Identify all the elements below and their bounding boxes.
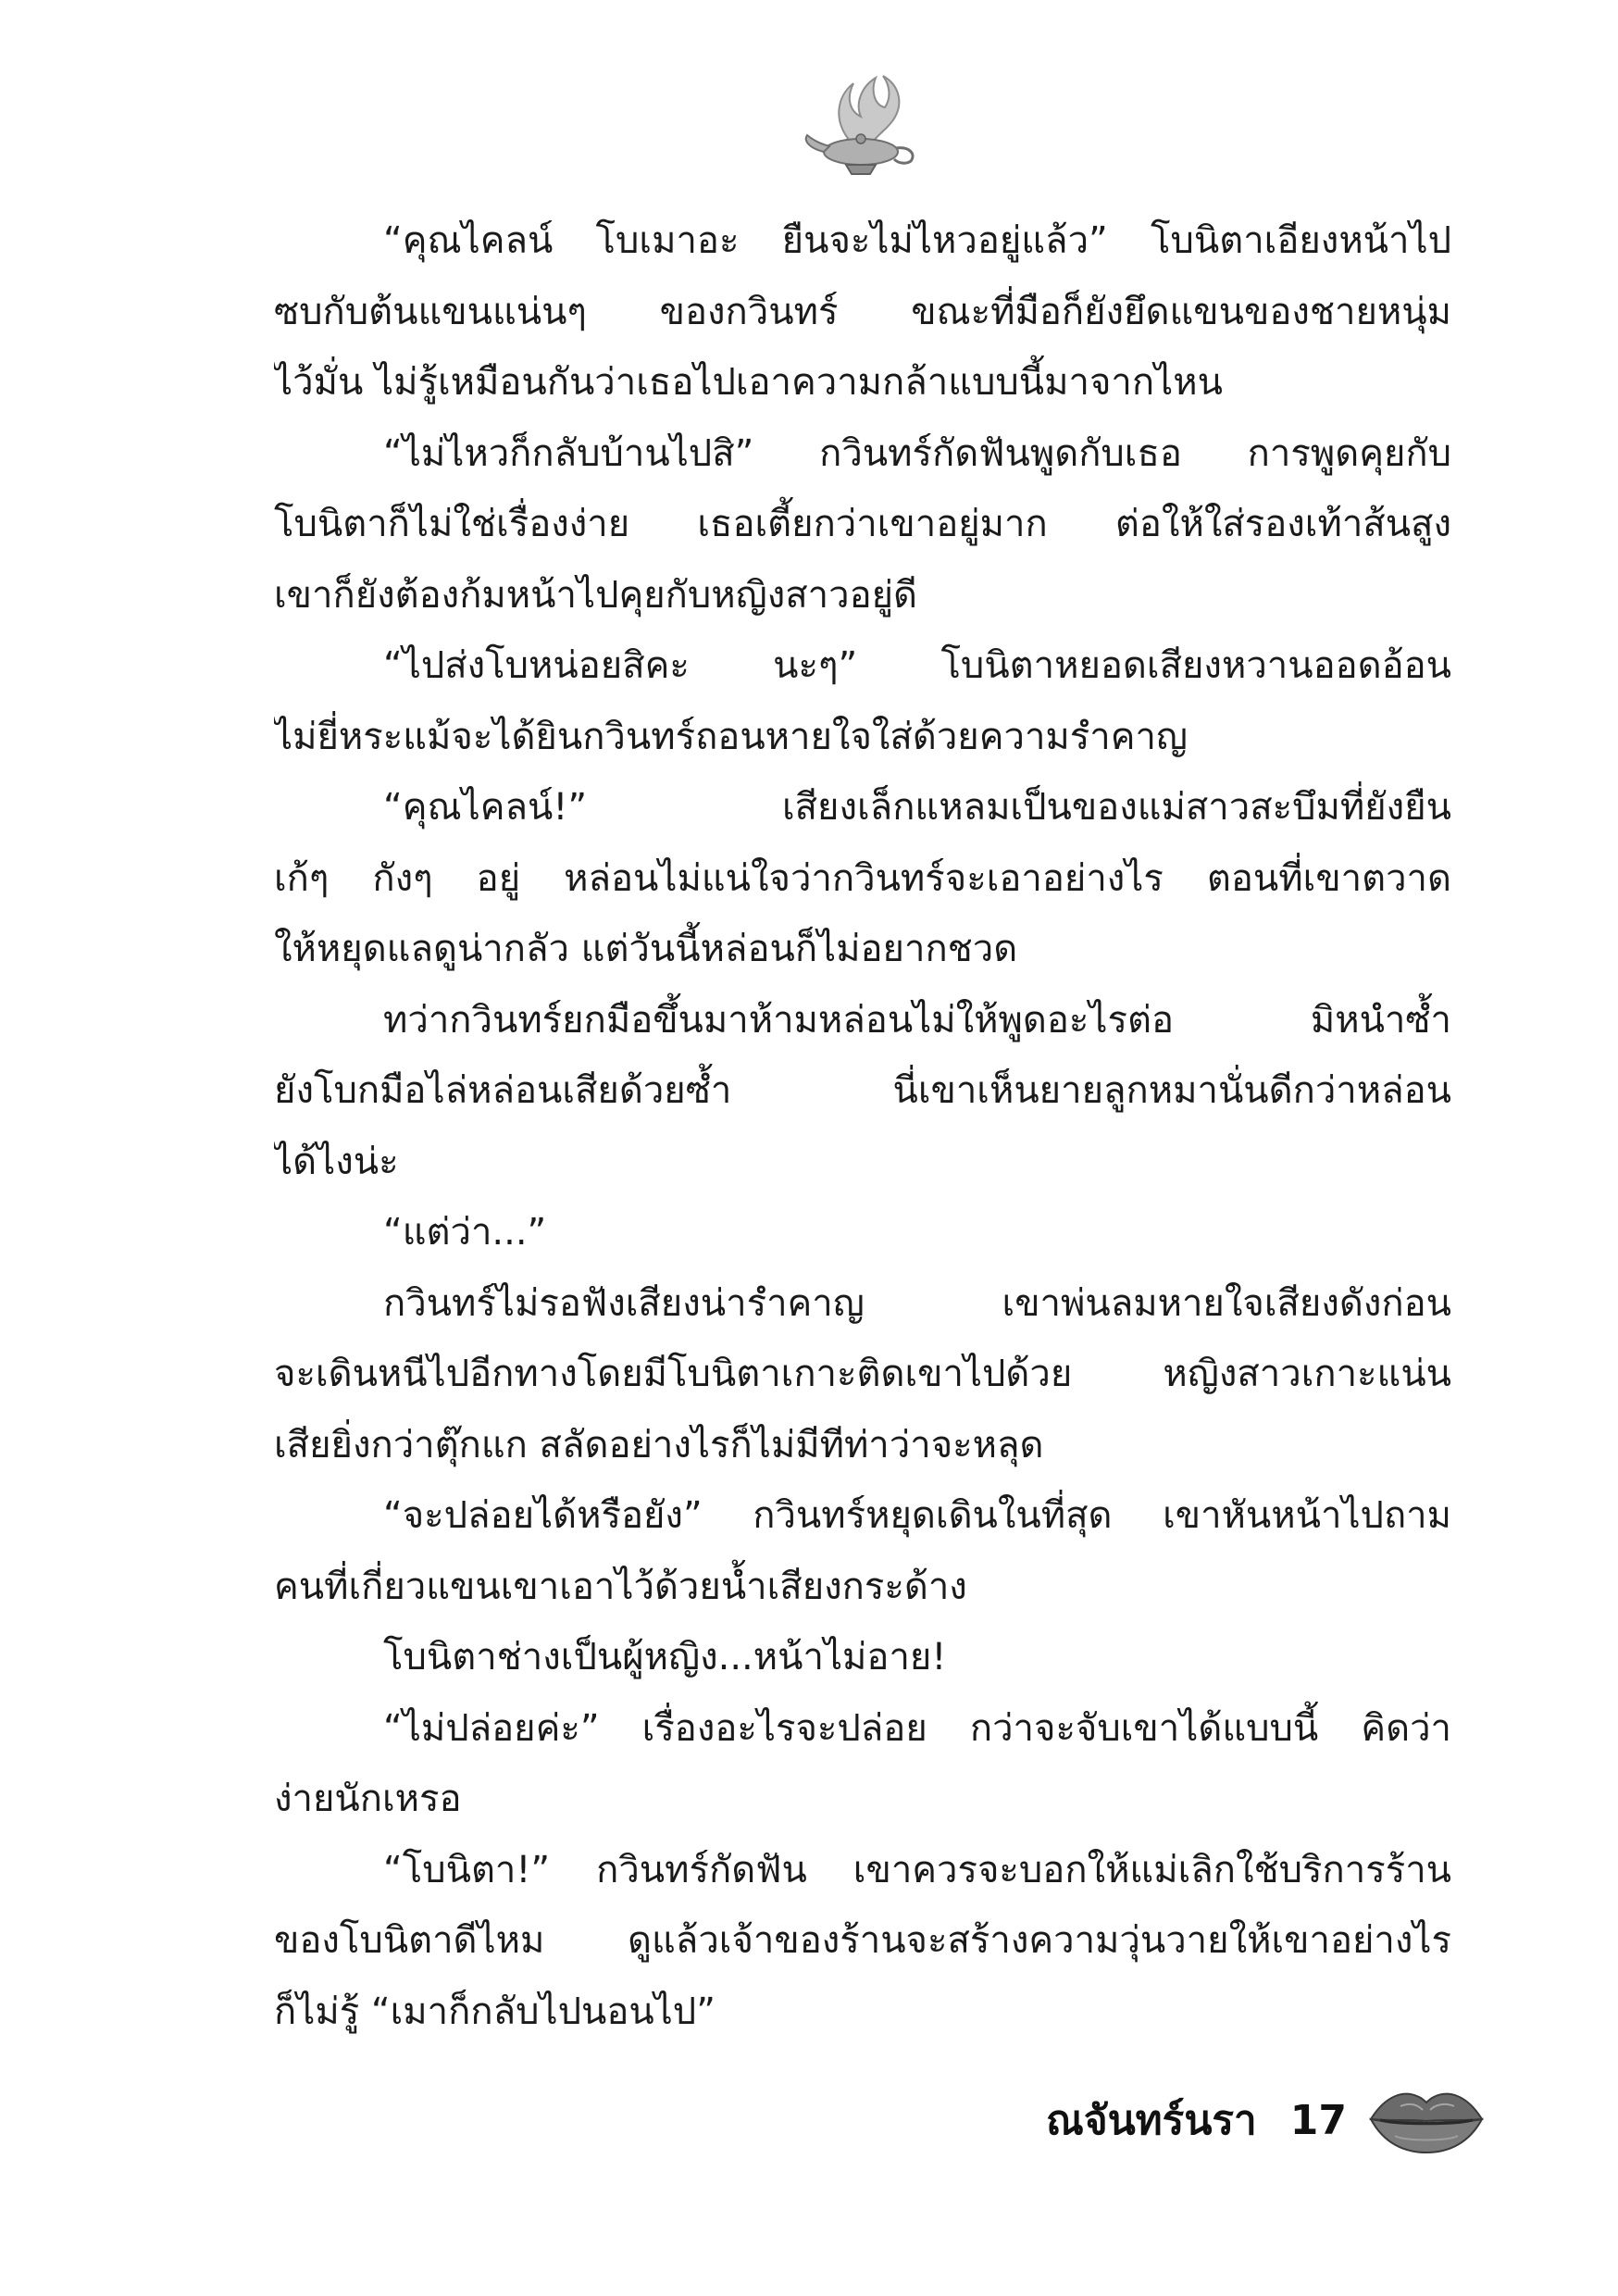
text-line: ทว่ากวินทร์ยกมือขึ้นมาห้ามหล่อนไม่ให้พูดอะไรต่อ มิหนำซ้ำ bbox=[383, 998, 1451, 1042]
text-line: ง่ายนักเหรอ bbox=[274, 1778, 462, 1820]
text-line: โบนิตาก็ไม่ใช่เรื่องง่าย เธอเตี้ยกว่าเขาอยู่มาก ต่อให้ใส่รองเท้าส้นสูง bbox=[274, 503, 1451, 545]
paragraph bbox=[274, 206, 1451, 418]
page-number: 17 bbox=[1289, 2096, 1347, 2144]
text-line: ได้ไงน่ะ bbox=[274, 1140, 399, 1183]
lips-icon bbox=[1367, 2082, 1486, 2158]
paragraph bbox=[274, 772, 1451, 985]
paragraph bbox=[274, 1835, 1451, 2048]
paragraph bbox=[274, 1268, 1451, 1481]
text-line: ไม่ยี่หระแม้จะได้ยินกวินทร์ถอนหายใจใส่ด้วยความรำคาญ bbox=[274, 715, 1189, 758]
text-line: “ไม่ไหวก็กลับบ้านไปสิ” กวินทร์กัดฟันพูดกับเธอ การพูดคุยกับ bbox=[383, 431, 1451, 475]
text-line: ของโบนิตาดีไหม ดูแล้วเจ้าของร้านจะสร้างความวุ่นวายให้เขาอย่างไร bbox=[274, 1919, 1451, 1962]
text-line: “ไปส่งโบหน่อยสิคะ นะๆ” โบนิตาหยอดเสียงหวานออดอ้อน bbox=[383, 644, 1451, 687]
paragraph bbox=[274, 1197, 1451, 1268]
page-footer bbox=[1046, 2078, 1486, 2162]
text-line: เขาก็ยังต้องก้มหน้าไปคุยกับหญิงสาวอยู่ดี bbox=[274, 573, 918, 617]
text-line: ซบกับต้นแขนแน่นๆ ของกวินทร์ ขณะที่มือก็ยังยึดแขนของชายหนุ่ม bbox=[274, 290, 1451, 333]
text-line: ให้หยุดแลดูน่ากลัว แต่วันนี้หล่อนก็ไม่อยากชวด bbox=[274, 928, 1018, 970]
text-line: “ไม่ปล่อยค่ะ” เรื่องอะไรจะปล่อย กว่าจะจับเขาได้แบบนี้ คิดว่า bbox=[383, 1706, 1451, 1750]
paragraph bbox=[274, 1480, 1451, 1622]
paragraph bbox=[274, 418, 1451, 631]
author-name: ณจันทร์นรา bbox=[1046, 2097, 1257, 2144]
text-line: “คุณไคลน์ โบเมาอะ ยืนจะไม่ไหวอยู่แล้ว” โบนิตาเอียงหน้าไป bbox=[383, 219, 1451, 262]
text-line: “คุณไคลน์!” เสียงเล็กแหลมเป็นของแม่สาวสะบึมที่ยังยืน bbox=[383, 786, 1451, 829]
body-text bbox=[274, 206, 1451, 2047]
text-line: เสียยิ่งกว่าตุ๊กแก สลัดอย่างไรก็ไม่มีทีท่าว่าจะหลุด bbox=[274, 1423, 1044, 1466]
text-line: “โบนิตา!” กวินทร์กัดฟัน เขาควรจะบอกให้แม่เลิกใช้บริการร้าน bbox=[383, 1848, 1451, 1891]
text-line: จะเดินหนีไปอีกทางโดยมีโบนิตาเกาะติดเขาไปด้วย หญิงสาวเกาะแน่น bbox=[274, 1353, 1451, 1395]
text-line: เก้ๆ กังๆ อยู่ หล่อนไม่แน่ใจว่ากวินทร์จะเอาอย่างไร ตอนที่เขาตวาด bbox=[274, 856, 1451, 900]
paragraph bbox=[274, 1693, 1451, 1835]
text-line: กวินทร์ไม่รอฟังเสียงน่ารำคาญ เขาพ่นลมหายใจเสียงดังก่อน bbox=[383, 1281, 1451, 1325]
text-line: “แต่ว่า...” bbox=[383, 1211, 547, 1254]
text-line: “จะปล่อยได้หรือยัง” กวินทร์หยุดเดินในที่สุด เขาหันหน้าไปถาม bbox=[383, 1494, 1451, 1537]
text-line: โบนิตาช่างเป็นผู้หญิง...หน้าไม่อาย! bbox=[383, 1636, 947, 1678]
paragraph bbox=[274, 630, 1451, 772]
paragraph bbox=[274, 985, 1451, 1198]
text-line: ก็ไม่รู้ “เมาก็กลับไปนอนไป” bbox=[274, 1990, 716, 2033]
text-line: ไว้มั่น ไม่รู้เหมือนกันว่าเธอไปเอาความกล้าแบบนี้มาจากไหน bbox=[274, 361, 1223, 404]
text-line: คนที่เกี่ยวแขนเขาเอาไว้ด้วยน้ำเสียงกระด้าง bbox=[274, 1565, 967, 1608]
genie-lamp-ornament-icon bbox=[796, 56, 926, 185]
paragraph bbox=[274, 1622, 1451, 1693]
text-line: ยังโบกมือไล่หล่อนเสียด้วยซ้ำ นี่เขาเห็นยายลูกหมานั่นดีกว่าหล่อน bbox=[274, 1069, 1451, 1112]
